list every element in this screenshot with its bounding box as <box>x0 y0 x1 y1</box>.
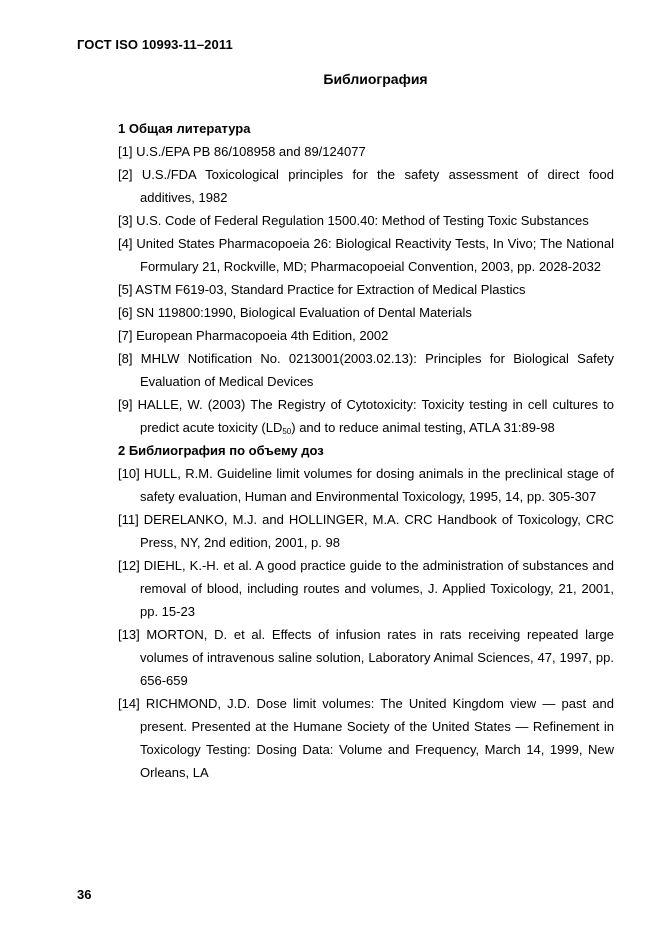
page-title: Библиография <box>323 71 428 87</box>
reference-entry: [8] MHLW Notification No. 0213001(2003.02.13): Principles for Biological Safety Evaluation of Medical Devices <box>118 351 614 389</box>
reference-entry: [5] ASTM F619-03, Standard Practice for Extraction of Medical Plastics <box>118 282 526 297</box>
section-heading-general: 1 Общая литература <box>118 121 251 136</box>
reference-entry: [14] RICHMOND, J.D. Dose limit volumes: The United Kingdom view — past and present. Presented at the Humane Society of the United States — Refinement in Toxicology Testing: Dosing Data: Volume and Frequency, March 14, 1999, New Orleans, LA <box>118 696 614 780</box>
reference-entry: [3] U.S. Code of Federal Regulation 1500.40: Method of Testing Toxic Substances <box>118 213 589 228</box>
reference-entry: [6] SN 119800:1990, Biological Evaluation of Dental Materials <box>118 305 472 320</box>
section-heading-dose-volume: 2 Библиография по объему доз <box>118 443 324 458</box>
document-header: ГОСТ ISO 10993-11–2011 <box>77 37 233 52</box>
page-number: 36 <box>77 887 92 902</box>
reference-entry: [11] DERELANKO, M.J. and HOLLINGER, M.A. CRC Handbook of Toxicology, CRC Press, NY, 2nd edition, 2001, p. 98 <box>118 512 614 550</box>
reference-entry: [12] DIEHL, K.-H. et al. A good practice guide to the administration of substances and removal of blood, including routes and volumes, J. Applied Toxicology, 21, 2001, pp. 15-23 <box>118 558 614 619</box>
reference-entry: [1] U.S./EPA PB 86/108958 and 89/124077 <box>118 144 366 159</box>
reference-entry: [10] HULL, R.M. Guideline limit volumes for dosing animals in the preclinical stage of safety evaluation, Human and Environmental Toxicology, 1995, 14, pp. 305-307 <box>118 466 614 504</box>
reference-text-part: [9] HALLE, W. (2003) The Registry of Cytotoxicity: Toxicity testing in cell cultures to predict acute toxicity (LD <box>118 397 614 435</box>
reference-entry: [7] European Pharmacopoeia 4th Edition, 2002 <box>118 328 389 343</box>
reference-entry: [13] MORTON, D. et al. Effects of infusion rates in rats receiving repeated large volumes of intravenous saline solution, Laboratory Animal Sciences, 47, 1997, pp. 656-659 <box>118 627 614 688</box>
reference-text-part: ) and to reduce animal testing, ATLA 31:89-98 <box>291 420 555 435</box>
reference-entry <box>118 393 614 439</box>
reference-entry: [2] U.S./FDA Toxicological principles for the safety assessment of direct food additives, 1982 <box>118 167 614 205</box>
bibliography-content <box>118 117 614 784</box>
subscript-50: 50 <box>282 427 292 436</box>
reference-entry: [4] United States Pharmacopoeia 26: Biological Reactivity Tests, In Vivo; The National Formulary 21, Rockville, MD; Pharmacopoeial Convention, 2003, pp. 2028-2032 <box>118 236 614 274</box>
